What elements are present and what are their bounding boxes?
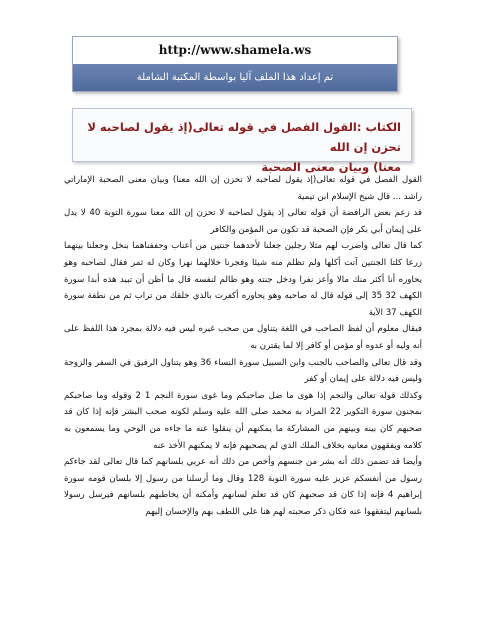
paragraph: وقد قال تعالى والصاحب بالجنب وابن السبيل سورة النساء 36 وهو يتناول الرفيق في السفر والزوجة وليس فيه دلالة على إيمان أو كفر xyxy=(64,357,422,385)
paragraph: وأيضا قد تضمن ذلك أنه بشر من جنسهم وأخص من ذلك أنه عربي بلسانهم كما قال تعالى لقد جاءكم رسول من أنفسكم عزيز عليه سورة التوبة 128 وقال وما أرسلنا من رسول إلا بلسان قومه سورة إبراهيم 4 فإنه إذا كان قد صحبهم كان قد تعلم لسانهم وأمكنه أن يخاطبهم بلسانهم فيرسل رسولا بلسانهم ليتفقهوا عنه فكان ذكر صحبته لهم هنا على اللطف بهم والإحسان إليهم xyxy=(64,457,422,517)
body-text xyxy=(64,172,422,520)
paragraph: فيقال معلوم أن لفظ الصاحب في اللغة يتناول من صحب غيره ليس فيه دلالة بمجرد هذا اللفظ على أنه وليه أو عدوه أو مؤمن أو كافر إلا لما يقترن به xyxy=(64,324,422,351)
paragraph: القول الفصل في قوله تعالى(إذ يقول لصاحبه لا تحزن إن الله معنا) وبيان معنى الصحبة الإماراتي راشد ... قال شيخ الإسلام ابن تيمية xyxy=(64,175,422,202)
paragraph: قد زعم بعض الرافضة أن قوله تعالى إذ يقول لصاحبه لا تحزن إن الله معنا سورة التوبة 40 لا يدل على إيمان أبي بكر فإن الصحبة قد تكون من المؤمن والكافر xyxy=(64,208,422,235)
paragraph: وكذلك قوله تعالى والنجم إذا هوى ما ضل صاحبكم وما غوى سورة النجم 1 2 وقوله وما صاحبكم بمجنون سورة التكوير 22 المراد به محمد صلى الله عليه وسلم لكونه صحب البشر فإنه إذا كان قد صحبهم كان بينه وبينهم من المشاركة ما يمكنهم أن ينقلوا عنه ما جاءه من الوحي وما يسمعون به كلامه ويفقهون معانيه بخلاف الملك الذي لم يصحبهم فإنه لا يمكنهم الأخذ عنه xyxy=(64,390,423,451)
book-title-line-2: معنا) وبيان معنى الصحبة xyxy=(261,160,401,174)
source-note: تم إعداد هذا الملف آليا بواسطة المكتبة الشاملة xyxy=(73,64,397,91)
source-header xyxy=(72,36,398,92)
source-url[interactable]: http://www.shamela.ws xyxy=(158,43,312,57)
book-title-line-1: الكتاب :القول الفصل في قوله تعالى(إذ يقول لصاحبه لا تحزن إن الله xyxy=(87,120,401,154)
paragraph: كما قال تعالى واضرب لهم مثلا رجلين جعلنا لأحدهما جنتين من أعناب وحففناهما بنخل وجعلنا بينهما زرعا كلتا الجنتين آتت أكلها ولم تظلم منه شيئا وفجرنا خلالهما نهرا وكان له ثمر فقال لصاحبه وهو يحاوره أنا أكثر منك مالا وأعز نفرا ودخل جنته وهو ظالم لنفسه قال ما أظن أن تبيد هذه أبدا سورة الكهف 32 35 إلى قوله قال له صاحبه وهو يحاوره أكفرت بالذي خلقك من تراب ثم من نطفة سورة الكهف 37 الآية xyxy=(64,241,423,318)
book-title-box xyxy=(72,108,412,174)
